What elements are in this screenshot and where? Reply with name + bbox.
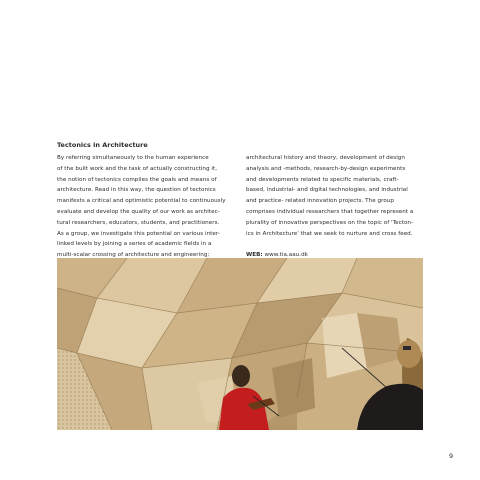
body-column-right — [246, 153, 436, 261]
body-text-line: manifests a critical and optimistic potential to continuously — [57, 198, 226, 205]
body-text-line: comprises individual researchers that together represent a — [246, 208, 414, 215]
pavilion-photo — [57, 258, 423, 430]
body-text-line: architecture. Read in this way, the question of tectonics — [57, 187, 216, 194]
body-column-left — [57, 153, 243, 261]
body-text-line: As a group, we investigate this potential on various inter- — [57, 230, 220, 237]
body-text-line: analysis and -methods, research-by-design experiments — [246, 165, 406, 172]
body-text-line: based, industrial- and digital technologies, and industrial — [246, 187, 408, 194]
body-text-line: By referring simultaneously to the human experience — [57, 155, 209, 161]
body-text-line: and developments related to specific materials, craft- — [246, 176, 399, 183]
section-heading: Tectonics in Architecture — [57, 141, 148, 149]
pavilion-photo-illustration — [57, 258, 423, 430]
body-text-line: ics in Architecture' that we seek to nurture and cross feed. — [246, 230, 413, 237]
body-text-line: of the built work and the task of actually constructing it, — [57, 165, 218, 172]
body-text-line: and practice- related innovation projects. The group — [246, 198, 394, 205]
body-text-line: architectural history and theory, development of design — [246, 155, 405, 161]
web-label: WEB: — [246, 252, 263, 259]
page-number: 9 — [449, 452, 454, 460]
web-link[interactable]: www.tia.aau.dk — [264, 252, 308, 259]
body-text-line: linked levels by joining a series of academic fields in a — [57, 241, 212, 248]
body-text-line: tural researchers, educators, students, and practitioners. — [57, 219, 220, 226]
body-text-line: plurality of innovative perspectives on the topic of 'Tecton- — [246, 219, 414, 226]
body-text-line: evaluate and develop the quality of our work as architec- — [57, 208, 220, 215]
body-text-line: multi-scalar crossing of architecture and engineering; — [57, 252, 210, 259]
body-text-line: the notion of tectonics compiles the goals and means of — [57, 176, 217, 183]
